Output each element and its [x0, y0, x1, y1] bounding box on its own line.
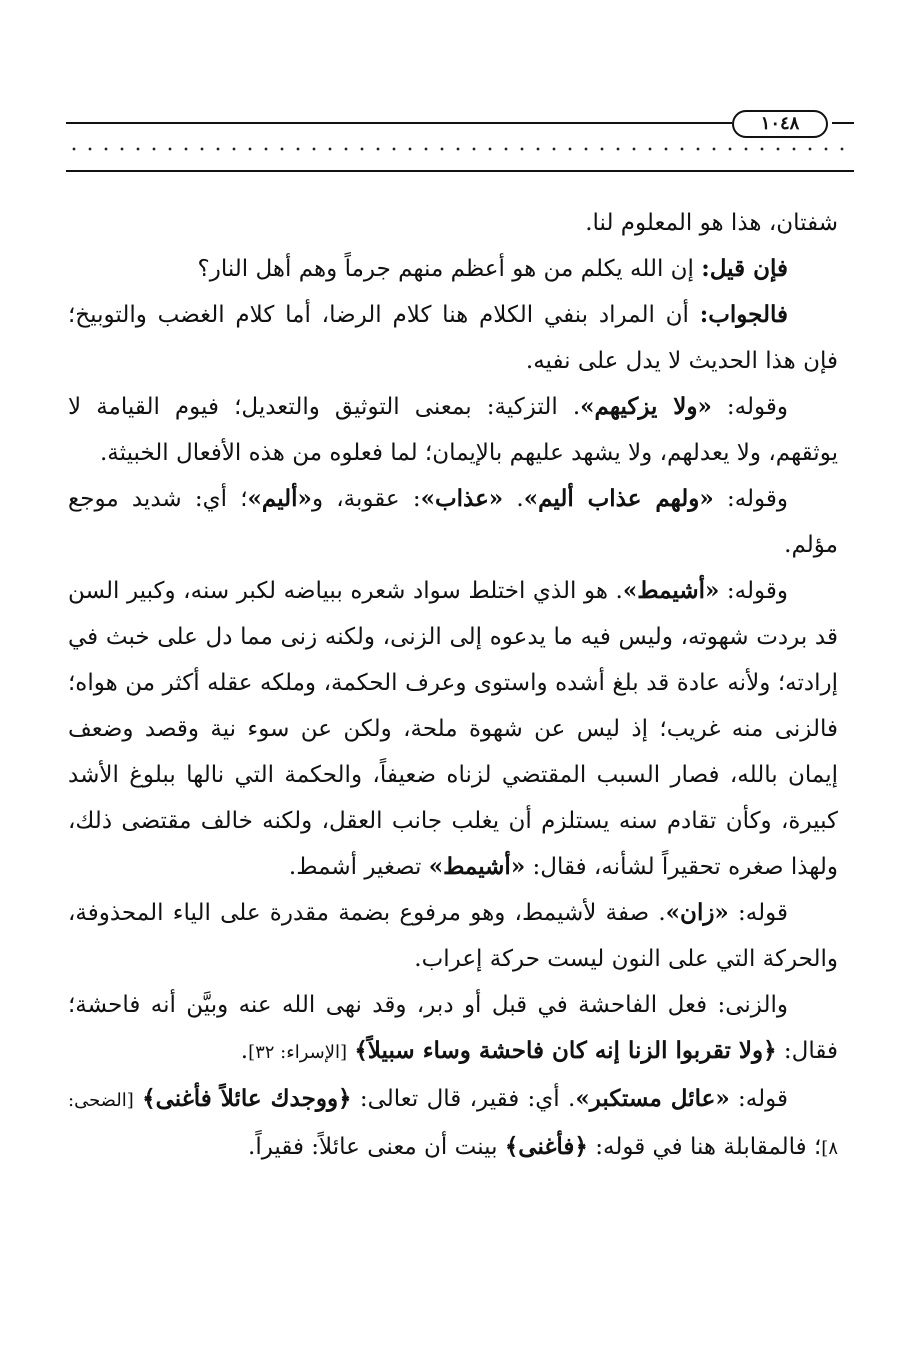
paragraph — [68, 568, 838, 890]
page-number: ١٠٤٨ — [732, 110, 828, 138]
header-rule-top — [66, 122, 732, 124]
bold-phrase: ﴿ولا تقربوا الزنا إنه كان فاحشة وساء سبيلاً﴾ — [354, 1037, 777, 1064]
header-dotted-line — [66, 146, 854, 152]
text-run: . صفة لأشيمط، وهو مرفوع بضمة مقدرة على الياء المحذوفة، والحركة التي على النون ليست حركة إعراب. — [68, 900, 838, 972]
header-rule-bottom — [66, 170, 854, 172]
paragraph — [68, 476, 838, 568]
text-run: . — [240, 1038, 249, 1064]
text-run: قوله: — [729, 1086, 789, 1112]
text-run: إن الله يكلم من هو أعظم منهم جرماً وهم أهل النار؟ — [197, 256, 702, 282]
text-run: ؛ فالمقابلة هنا في قوله: — [587, 1134, 822, 1160]
paragraph — [68, 890, 838, 982]
text-run: . هو الذي اختلط سواد شعره ببياضه لكبر سنه، وكبير السن قد بردت شهوته، وليس فيه ما يدعوه إلى الزنى، ولكنه زنى مما دل على خبث في إرادته؛ ولأنه عادة قد بلغ أشده واستوى وعرف الحكمة، وملكه عقله أكثر من هواه؛ فالزنى منه غريب؛ إذ ليس عن شهوة ملحة، ولكن عن سوء نية وقصد وضعف إيمان بالله، فصار السبب المقتضي لزناه ضعيفاً، والحكمة التي نالها ببلوغ الأشد كبيرة، وكأن تقادم سنه يستلزم أن يغلب جانب العقل، ولكنه خالف مقتضى ذلك، ولهذا صغره تحقيراً لشأنه، فقال: — [68, 578, 838, 880]
paragraph — [68, 384, 838, 476]
paragraph — [68, 292, 838, 384]
page-body — [68, 200, 838, 1172]
bold-phrase: فالجواب: — [699, 301, 788, 328]
text-run: ؛ أي: شديد موجع مؤلم. — [68, 486, 838, 558]
bold-phrase: ﴿ووجدك عائلاً فأغنى﴾ — [142, 1085, 352, 1112]
text-run — [134, 1086, 142, 1112]
text-run: شفتان، هذا هو المعلوم لنا. — [585, 210, 838, 236]
text-run: : عقوبة، و — [311, 486, 421, 512]
page-header — [66, 104, 854, 184]
text-run: تصغير أشمط. — [288, 854, 429, 880]
text-run: قوله: — [728, 900, 788, 926]
bold-phrase: «أشيمط» — [428, 853, 526, 880]
text-run: . — [503, 486, 524, 512]
header-rule-top-end — [832, 122, 854, 124]
bold-phrase: «ولا يزكيهم» — [580, 393, 712, 420]
text-run: وقوله: — [713, 486, 789, 512]
text-run: . أي: فقير، قال تعالى: — [351, 1086, 576, 1112]
text-run: وقوله: — [711, 394, 788, 420]
bold-phrase: «زان» — [665, 899, 729, 926]
citation: [الضحى: ٨] — [68, 1090, 838, 1159]
bold-phrase: «أليم» — [247, 485, 312, 512]
text-run: . التزكية: بمعنى التوثيق والتعديل؛ فيوم القيامة لا يوثقهم، ولا يعدلهم، ولا يشهد عليهم بالإيمان؛ لما فعلوه من هذه الأفعال الخبيثة. — [68, 394, 838, 466]
bold-phrase: «عذاب» — [420, 485, 504, 512]
paragraph — [68, 200, 838, 246]
bold-phrase: «أشيمط» — [622, 577, 720, 604]
paragraph — [68, 982, 838, 1076]
text-run: وقوله: — [719, 578, 788, 604]
citation: [الإسراء: ٣٢] — [248, 1042, 348, 1063]
paragraph — [68, 246, 838, 292]
text-run: والزنى: فعل الفاحشة في قبل أو دبر، وقد نهى الله عنه وبيَّن أنه فاحشة؛ فقال: — [68, 992, 838, 1064]
paragraph — [68, 1076, 838, 1172]
bold-phrase: «عائل مستكبر» — [575, 1085, 730, 1112]
bold-phrase: «ولهم عذاب أليم» — [523, 485, 714, 512]
bold-phrase: ﴿فأغنى﴾ — [504, 1133, 588, 1160]
bold-phrase: فإن قيل: — [701, 255, 788, 282]
text-run: بينت أن معنى عائلاً: فقيراً. — [248, 1134, 505, 1160]
text-run: أن المراد بنفي الكلام هنا كلام الرضا، أما كلام الغضب والتوبيخ؛ فإن هذا الحديث لا يدل على نفيه. — [68, 302, 838, 374]
